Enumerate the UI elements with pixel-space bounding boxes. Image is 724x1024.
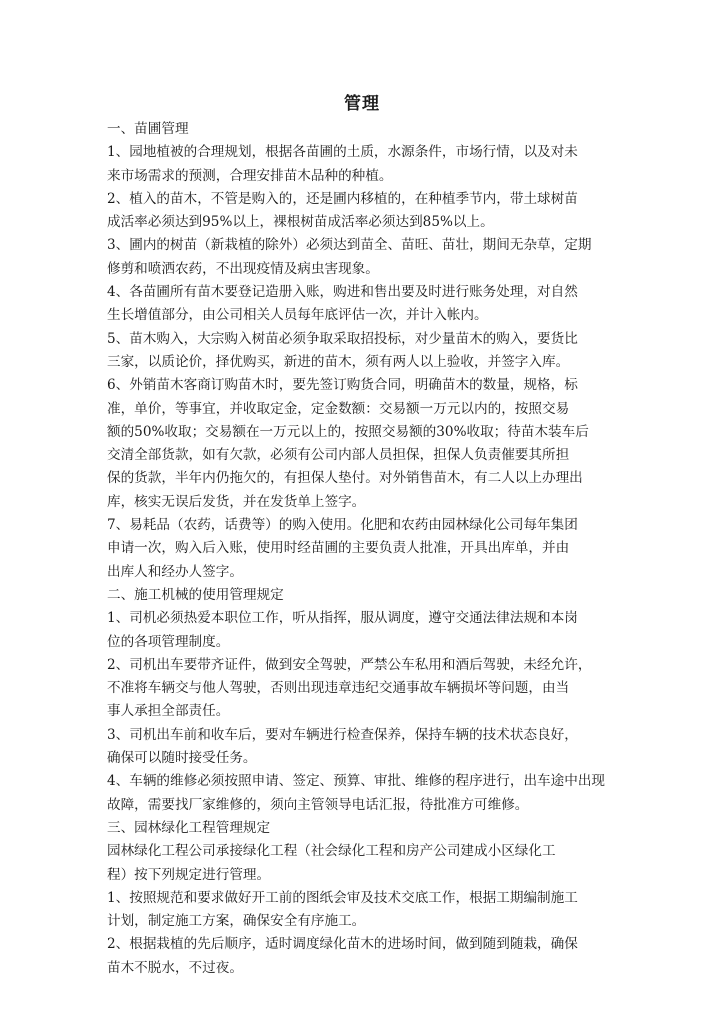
document-title: 管理 [344,94,380,114]
text-line: 三家，以质论价，择优购买，新进的苗木，须有两人以上验收，并签字入库。 [107,353,570,370]
text-line: 生长增值部分，由公司相关人员每年底评估一次，并计入帐内。 [107,307,488,324]
text-line: 申请一次，购入后入账，使用时经苗圃的主要负责人批准，开具出库单，并由 [107,540,570,557]
text-line: 4、车辆的维修必须按照申请、签定、预算、审批、维修的程序进行，出车途中出现 [107,773,606,790]
text-line: 额的50%收取；交易额在一万元以上的，按照交易额的30%收取；待苗木装车后 [107,423,589,440]
text-line: 1、按照规范和要求做好开工前的图纸会审及技术交底工作，根据工期编制施工 [107,889,578,906]
text-line: 事人承担全部责任。 [107,703,230,720]
text-line: 6、外销苗木客商订购苗木时，要先签订购货合同，明确苗木的数量，规格，标 [107,377,578,394]
text-line: 确保可以随时接受任务。 [107,750,257,767]
text-line: 故障，需要找厂家维修的，须向主管领导电话汇报，待批准方可维修。 [107,796,529,813]
text-line: 7、易耗品（农药，话费等）的购入使用。化肥和农药由园林绿化公司每年集团 [107,517,578,534]
text-line: 不准将车辆交与他人驾驶，否则出现违章违纪交通事故车辆损坏等问题，由当 [107,680,570,697]
text-line: 3、圃内的树苗（新栽植的除外）必须达到苗全、苗旺、苗壮，期间无杂草，定期 [107,237,592,254]
text-line: 来市场需求的预测，合理安排苗木品种的种植。 [107,167,393,184]
text-line: 交清全部货款，如有欠款，必须有公司内部人员担保，担保人负责催要其所担 [107,447,570,464]
text-line: 库，核实无误后发货，并在发货单上签字。 [107,493,366,510]
document-body [107,118,627,980]
text-line: 3、司机出车前和收车后，要对车辆进行检查保养，保持车辆的技术状态良好， [107,726,578,743]
text-line: 一、苗圃管理 [107,121,189,137]
text-line: 1、司机必须热爱本职位工作，听从指挥，服从调度，遵守交通法律法规和本岗 [107,610,578,627]
text-line: 2、根据栽植的先后顺序，适时调度绿化苗木的进场时间，做到随到随栽，确保 [107,936,578,953]
text-line: 4、各苗圃所有苗木要登记造册入账，购进和售出要及时进行账务处理，对自然 [107,284,578,301]
text-line: 位的各项管理制度。 [107,633,230,650]
text-line: 程）按下列规定进行管理。 [107,866,271,883]
text-line: 1、园地植被的合理规划，根据各苗圃的土质，水源条件，市场行情，以及对未 [107,144,578,161]
text-line: 2、司机出车要带齐证件，做到安全驾驶，严禁公车私用和酒后驾驶，未经允许， [107,656,592,673]
text-line: 三、园林绿化工程管理规定 [107,819,271,836]
text-line: 计划，制定施工方案，确保安全有序施工。 [107,913,366,930]
text-line: 修剪和喷洒农药，不出现疫情及病虫害现象。 [107,260,379,277]
text-line: 园林绿化工程公司承接绿化工程（社会绿化工程和房产公司建成小区绿化工 [107,843,556,860]
text-line: 保的货款，半年内仍拖欠的，有担保人垫付。对外销售苗木，有二人以上办理出 [107,470,583,487]
text-line: 准，单价，等事宜，并收取定金，定金数额：交易额一万元以内的，按照交易 [107,400,570,417]
text-line: 2、植入的苗木，不管是购入的，还是圃内移植的，在种植季节内，带土球树苗 [107,190,578,207]
text-line: 苗木不脱水，不过夜。 [107,959,243,976]
text-line: 出库人和经办人签字。 [107,563,243,580]
text-line: 二、施工机械的使用管理规定 [107,586,284,603]
text-line: 5、苗木购入，大宗购入树苗必须争取采取招投标，对少量苗木的购入，要货比 [107,330,578,347]
text-line: 成活率必须达到95%以上，裸根树苗成活率必须达到85%以上。 [107,214,494,231]
